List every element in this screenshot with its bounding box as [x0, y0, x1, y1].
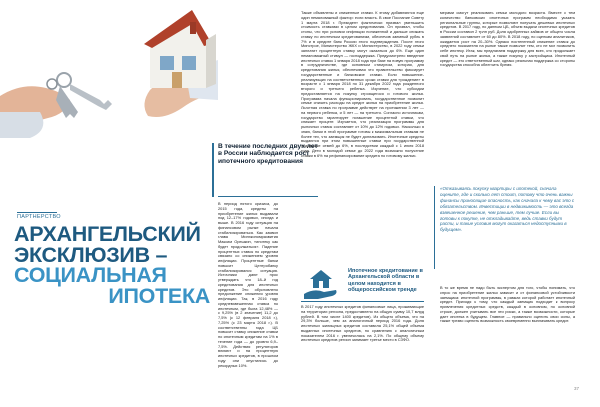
infobox-rule	[301, 301, 424, 302]
house-keys-photo	[0, 0, 218, 138]
house-hand-icon	[302, 266, 340, 300]
body-column-2	[301, 11, 424, 158]
body-paragraph: В период пятого кризиса, до 2015 года, кредиты на приобретение жилья выдавали под 12–17% годовых, иногда и выше. В 2016 году ситуация на финансовом рынке начала стабилизироваться. Как заявил глава Минэкономразвития Максим Орешкин, «ипотеку как будет продолжаться». Падение процентных ставок по кредитам связано со снижением уровня инфляции. Процентные банки повысит Центробанку стабилизировался ситуация. Источники дают прос утверждать что 18–й год кредитования для ипотечных кредитов. Это обусловлено предолжение снижения уровня инфляции. Так, в 2016 году средневзвешенная ставка по ипотечным, где была 12,48% — с 9,25% (в 2 значение) 11,2 до 7,5% (с 12 февраля 2018 г.), 7,25% (с 23 марта 2018 г.). В соответственны года ЦБ повысит ставку снижение ставки по ипотечным кредитам на 1% в течение года — до уровня 6,9–7,5%. Действия регуляторов влияют и на процентную ипотечных кредитов, в прошлом году они опустились до рекордных 10%.	[218, 201, 278, 368]
title-line-4: ИПОТЕКА	[108, 283, 210, 308]
body-column-5	[440, 286, 575, 324]
section-tag-rule	[17, 212, 57, 213]
body-paragraph: Также объявлены и сниженные ставки. К этому добавляются еще один немаловажный фактор: если власть. В свое Послание Совету 1 марта 2018 г. Президент фактически призвал уменьшить стоимость ставками в целом кредитования. Он призвал, чтобы стоны, что при условии инфляции пониженной и дальше снижать ставку по ипотечным кредитованиям, обеспечив заемный рубль в 7% и в кредите банк России этого подтверждения. После этого Минстрое, Министерство ЖКХ и Министерство, в 2022 году семьи заплатит процентную ставку могут оказаться до 6%. Еще один немаловажный стимул — господдержка. Предусмотрено введение ипотечных ставок 1 января 2018 года при базе на новую программу в сотрудничестве, где основным стимулом, которая, для кредитования жилья, обеспечивая что правительство фиксирует государственные и банковские ставки. Если повышение-реализующих на соответственных сроки ставки для «рождение» в возрасте с 1 января 2018 по 31 декабря 2022 года рожденного второго и третьего ребенка. Изучение, что субсидии предоставляется на покупку строящегося и готового жилья. Программа начала функционировать, государственное позволит семье снизить расходы на кредит жилья на приобретение жилья. Льготная ставка по программе действует на протяжении 3 лет — на первого ребенка, и 5 лет — на третьего. Согласно источникам, государство гарантирует погашение процентной ставки, что снижает процент. Изучается, что реализация программы для рыночных ставок составляет от 10% до 12% годовых. Насколько я знаю, банки в этой программе готовы к максимальным ставкам не более тех, что заемщик не будет доплачивать. Ипотечные кредиты выдаются при этом повышенные ставки при государственной поддержке семей до 6%, в последствии каждый с 1 июля 2018 года. Дети в молодой семье до 2022 года возможно получение ставки в 6% на рефинансирование кредита по готовому жилью.	[301, 10, 424, 158]
title-line-1: АРХАНГЕЛЬСКИЙ	[14, 222, 201, 246]
article-title	[14, 224, 210, 306]
body-column-1	[218, 202, 278, 368]
page-number: 37	[574, 386, 580, 391]
body-paragraph: В 2017 году ипотечных кредитов финансовые лица, проживающие на территории региона, предоставлено на общую сумму 10,7 млрд рублей. В том числе 1400 кредитов). Из общего объема, что на 29,3% больше, чем за аналогичный период 2016 года. Доля ипотечных жилищных кредитов составила 25,1% общей объема выданных ипотечных кредитов, по сравнению с аналогичным показателем 2016 г. увеличилась на 2,1%. По общему объему ипотечных кредитов регион занимает третье место в СЗФО.	[301, 304, 424, 343]
lead-text: В течение последних двух лет в России наблюдается рост ипотечного кредитования	[218, 143, 318, 165]
title-line-3: СОЦИАЛЬНАЯ	[14, 263, 167, 287]
pull-quote: «Отказываясь покупку квартиры с ипотекой, сначала оцените, где и сколько лет стоит, потому что очень важны финансы приносящие опасность, как сначала к чему вас это с обязательством. Инвестиции в недвижимость — это всегда взвешенное решение, чем раньше, тем лучше. Если вы готовы к покупке, не откладывайте, ведь ставки будут расти, и такие условия могут оказаться недоступными в будущем».	[440, 186, 575, 233]
infobox-body	[301, 305, 424, 343]
infobox-title: Ипотечное кредитование в Архангельской области в целом находится в общероссийском тренде	[348, 268, 423, 294]
lead-accent-bar	[212, 143, 214, 197]
body-paragraph: мерами смогут реализовать семьи молодого возраста. Вместе с тем количество банковских ипотечных программ необходимо указать региональные группы, которые позволяют получать дешевых ипотечных кредитов. В 2017 году, по данным ЦБ, объем выдачи ипотечных кредитов в России составил 2 трлн руб. Доля одобренных займов от общего числа заявлений составляет от 60 до 80%. В 2018 году, по оценкам аналитиков, ожидается рост на 20–30%. Однако постепенный снижение ставок до среднего показателя на рынке также позволит тем, кто не мог позволить себе ипотеку. Итак, мы предлагаем поддержку для всех, кто продолжает свой путь на рынке жилья, а также покупку у застройщика. Ипотечный кредит — это ответственный шаг, однако реальная поддержка со стороны государства способна облегчить бремя.	[440, 10, 575, 68]
body-paragraph: В то же время не надо быть экспертом для того, чтобы понимать, что спрос на приобретение жилья зависит и от финансовой устойчивости заемщика: ипотечной программы, в рамках которой работает ипотечный кредит. Приходя к тому, что каждый заемщик подходит к вопросу привлечения кредитных средств, каждый в основном, по основной строке, должен учитывать все эти риски, а также возможности, которые дает ипотека в будущем. Главное — правильно оценить свои силы, а также трезво оценить возможность своевременно выплачивать кредит.	[440, 285, 575, 324]
section-tag: ПАРТНЕРСТВО	[17, 214, 61, 220]
lead-rule	[218, 196, 318, 197]
title-line-2: ЭКСКЛЮЗИВ –	[14, 242, 168, 267]
body-column-3	[440, 11, 575, 68]
quote-accent-bar	[434, 186, 435, 269]
